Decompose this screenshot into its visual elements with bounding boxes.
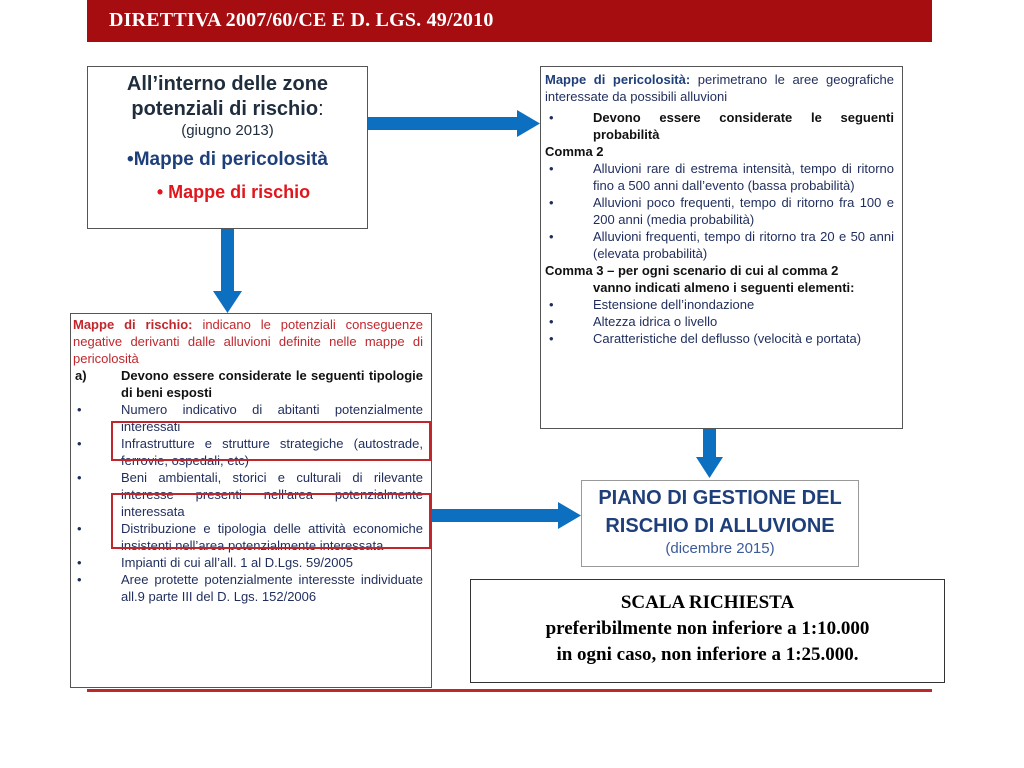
plan-title-line2: RISCHIO DI ALLUVIONE bbox=[605, 515, 835, 537]
scale-minimum: in ogni caso, non inferiore a 1:25.000. bbox=[556, 644, 859, 665]
hazard-intro: Mappe di pericolosità: perimetrano le aree geografiche interessate da possibili alluvioni bbox=[545, 72, 894, 104]
list-item: • Beni ambientali, storici e culturali di rilevante interesse presenti nell’area potenzialmente interessata bbox=[77, 470, 423, 519]
list-item: • Altezza idrica o livello bbox=[549, 314, 718, 329]
page-title: DIRETTIVA 2007/60/CE E D. LGS. 49/2010 bbox=[109, 9, 494, 31]
bottom-divider bbox=[87, 689, 932, 692]
hazard-bullet-probabilities: • Devono essere considerate le seguenti probabilità bbox=[549, 110, 894, 142]
hazard-comma3-cont: vanno indicati almeno i seguenti elementi: bbox=[593, 280, 855, 295]
plan-title-line1: PIANO DI GESTIONE DEL bbox=[598, 487, 842, 509]
hazard-maps-box bbox=[540, 66, 903, 429]
hazard-comma3-head: Comma 3 – per ogni scenario di cui al comma 2 bbox=[545, 263, 839, 278]
zone-box bbox=[87, 66, 368, 229]
list-item: • Impianti di cui all’all. 1 al D.Lgs. 59/2005 bbox=[77, 555, 353, 570]
list-item: • Alluvioni frequenti, tempo di ritorno tra 20 e 50 anni (elevata probabilità) bbox=[549, 229, 894, 261]
scale-title: SCALA RICHIESTA bbox=[620, 592, 795, 613]
arrow-zone-to-hazard bbox=[368, 110, 540, 137]
list-item: • Infrastrutture e strutture strategiche (autostrade, ferrovie, ospedali, etc) bbox=[77, 436, 423, 468]
zone-date: (giugno 2013) bbox=[181, 122, 274, 139]
list-item: • Alluvioni poco frequenti, tempo di ritorno fra 100 e 200 anni (media probabilità) bbox=[549, 195, 894, 227]
list-item: • Numero indicativo di abitanti potenzialmente interessati bbox=[77, 402, 423, 434]
zone-title: All’interno delle zone potenziali di rischio: bbox=[126, 73, 329, 120]
hazard-comma2: Comma 2 bbox=[545, 144, 604, 159]
risk-intro: Mappe di rischio: indicano le potenziali conseguenze negative derivanti dalle alluvioni definite nelle mappe di pericolosità bbox=[73, 317, 423, 366]
arrow-zone-to-risk bbox=[213, 229, 242, 313]
plan-date: (dicembre 2015) bbox=[665, 540, 775, 557]
scale-preferred: preferibilmente non inferiore a 1:10.000 bbox=[545, 618, 870, 639]
highlight-cultural-assets bbox=[111, 493, 431, 549]
management-plan-box bbox=[581, 480, 859, 567]
risk-point-a: a) Devono essere considerate le seguenti tipologie di beni esposti bbox=[75, 368, 423, 400]
zone-bullet-hazard-maps: •Mappe di pericolosità bbox=[127, 149, 328, 170]
zone-bullet-risk-maps: • Mappe di rischio bbox=[156, 182, 311, 202]
arrow-hazard-to-piano bbox=[696, 429, 723, 478]
required-scale-box bbox=[470, 579, 945, 683]
list-item: • Distribuzione e tipologia delle attività economiche insistenti nell’area potenzialmente interessata bbox=[77, 521, 423, 553]
highlight-inhabitants bbox=[111, 421, 431, 461]
list-item: • Aree protette potenzialmente interesste individuate all.9 parte III del D. Lgs. 152/2006 bbox=[77, 572, 423, 604]
list-item: • Caratteristiche del deflusso (velocità e portata) bbox=[549, 331, 862, 346]
list-item: • Estensione dell’inondazione bbox=[549, 297, 755, 312]
arrow-risk-to-piano bbox=[432, 502, 581, 529]
list-item: • Alluvioni rare di estrema intensità, tempo di ritorno fino a 500 anni dall’evento (bassa probabilità) bbox=[549, 161, 894, 193]
